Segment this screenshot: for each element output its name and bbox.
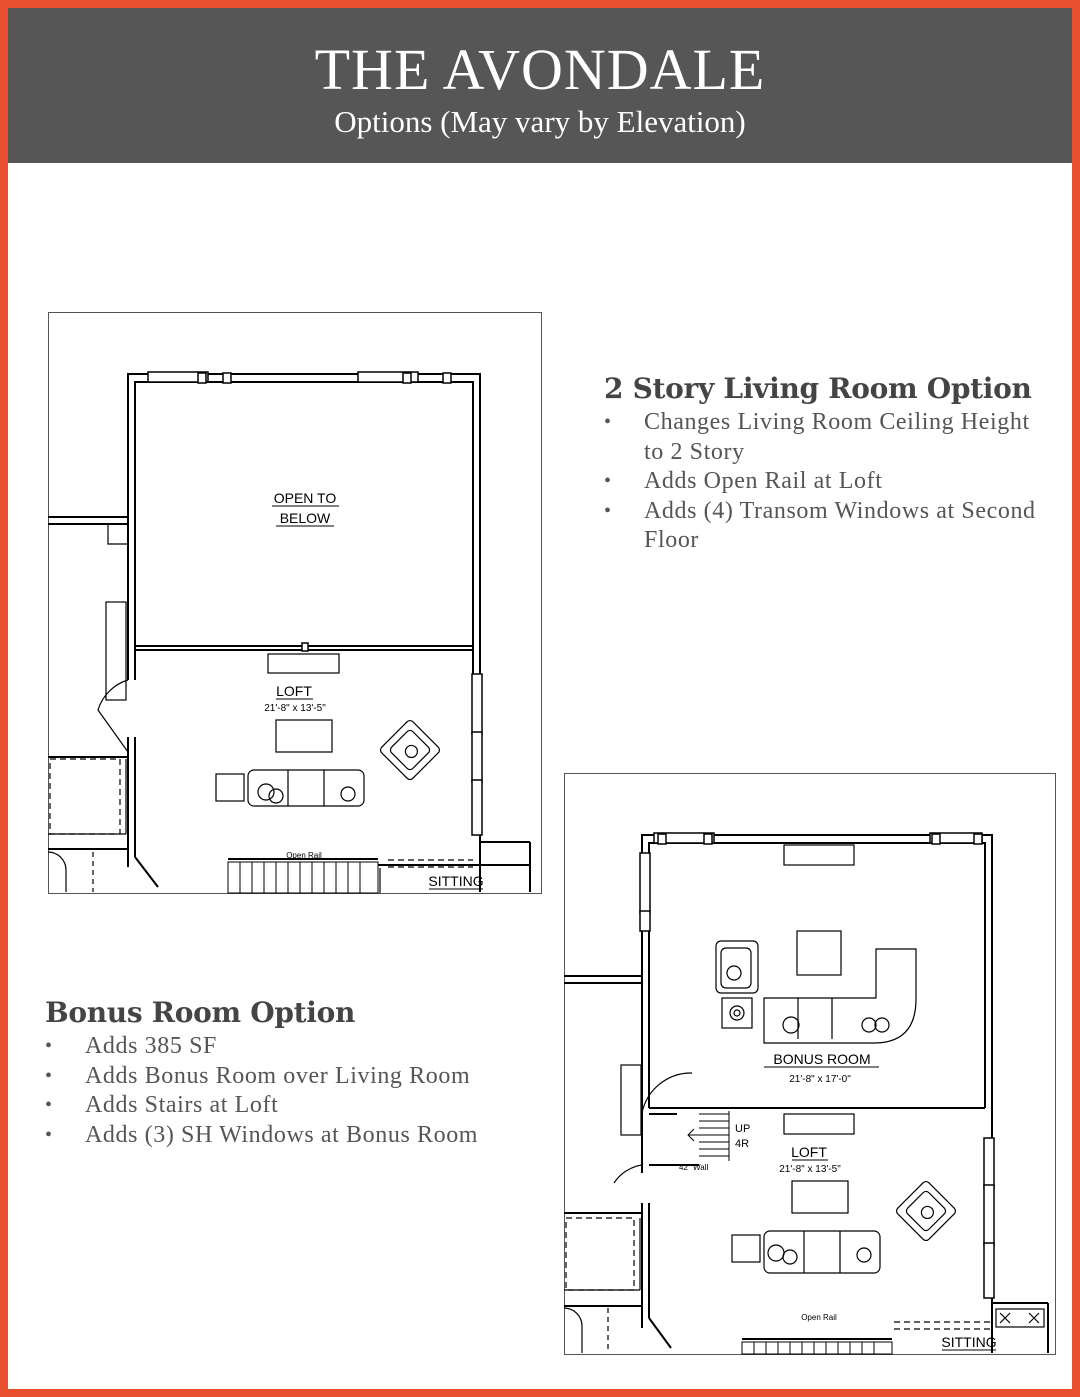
label-loft-dims: 21'-8" x 13'-5" xyxy=(779,1164,841,1175)
label-open-rail: Open Rail xyxy=(801,1313,837,1322)
option-bonus-item-1: • Adds 385 SF xyxy=(45,1032,545,1062)
page-subtitle: Options (May vary by Elevation) xyxy=(334,104,746,139)
option-bonus-item-2: • Adds Bonus Room over Living Room xyxy=(45,1062,545,1092)
option-bonus-item-3: • Adds Stairs at Loft xyxy=(45,1091,545,1121)
label-risers: 4R xyxy=(735,1138,750,1150)
option-2-story-item-3: • Adds (4) Transom Windows at Second Floor xyxy=(604,497,1044,556)
floor-plan-bonus-room xyxy=(564,773,1056,1355)
page-title: THE AVONDALE xyxy=(314,37,766,102)
label-open-to-below-1: OPEN TO xyxy=(273,490,337,506)
label-up: UP xyxy=(735,1123,751,1135)
header-banner xyxy=(8,8,1072,163)
option-bonus-list xyxy=(45,1032,545,1150)
option-2-story-living-room xyxy=(604,372,1044,556)
floor-plan-2-story xyxy=(48,312,542,894)
label-sitting: SITTING xyxy=(941,1334,997,1350)
option-2-story-list xyxy=(604,408,1044,556)
label-sitting: SITTING xyxy=(428,873,484,889)
option-2-story-item-1: • Changes Living Room Ceiling Height to 2 Story xyxy=(604,408,1044,467)
label-bonus-room: BONUS ROOM xyxy=(773,1051,871,1067)
label-42-wall: 42" Wall xyxy=(679,1163,709,1172)
option-bonus-item-4: • Adds (3) SH Windows at Bonus Room xyxy=(45,1121,545,1151)
option-2-story-heading: 2 Story Living Room Option xyxy=(604,372,1032,405)
label-loft: LOFT xyxy=(276,683,312,699)
label-open-rail: Open Rail xyxy=(286,851,322,860)
option-bonus-room xyxy=(45,996,545,1150)
floor-plan-2-story-drawing xyxy=(48,312,542,894)
label-open-to-below-2: BELOW xyxy=(279,510,331,526)
option-bonus-heading: Bonus Room Option xyxy=(45,996,356,1029)
label-bonus-dims: 21'-8" x 17'-0" xyxy=(789,1074,851,1085)
option-2-story-item-2: • Adds Open Rail at Loft xyxy=(604,467,1044,497)
label-loft-dims: 21'-8" x 13'-5" xyxy=(264,703,326,714)
label-loft: LOFT xyxy=(791,1144,827,1160)
floor-plan-bonus-room-drawing xyxy=(564,773,1056,1355)
